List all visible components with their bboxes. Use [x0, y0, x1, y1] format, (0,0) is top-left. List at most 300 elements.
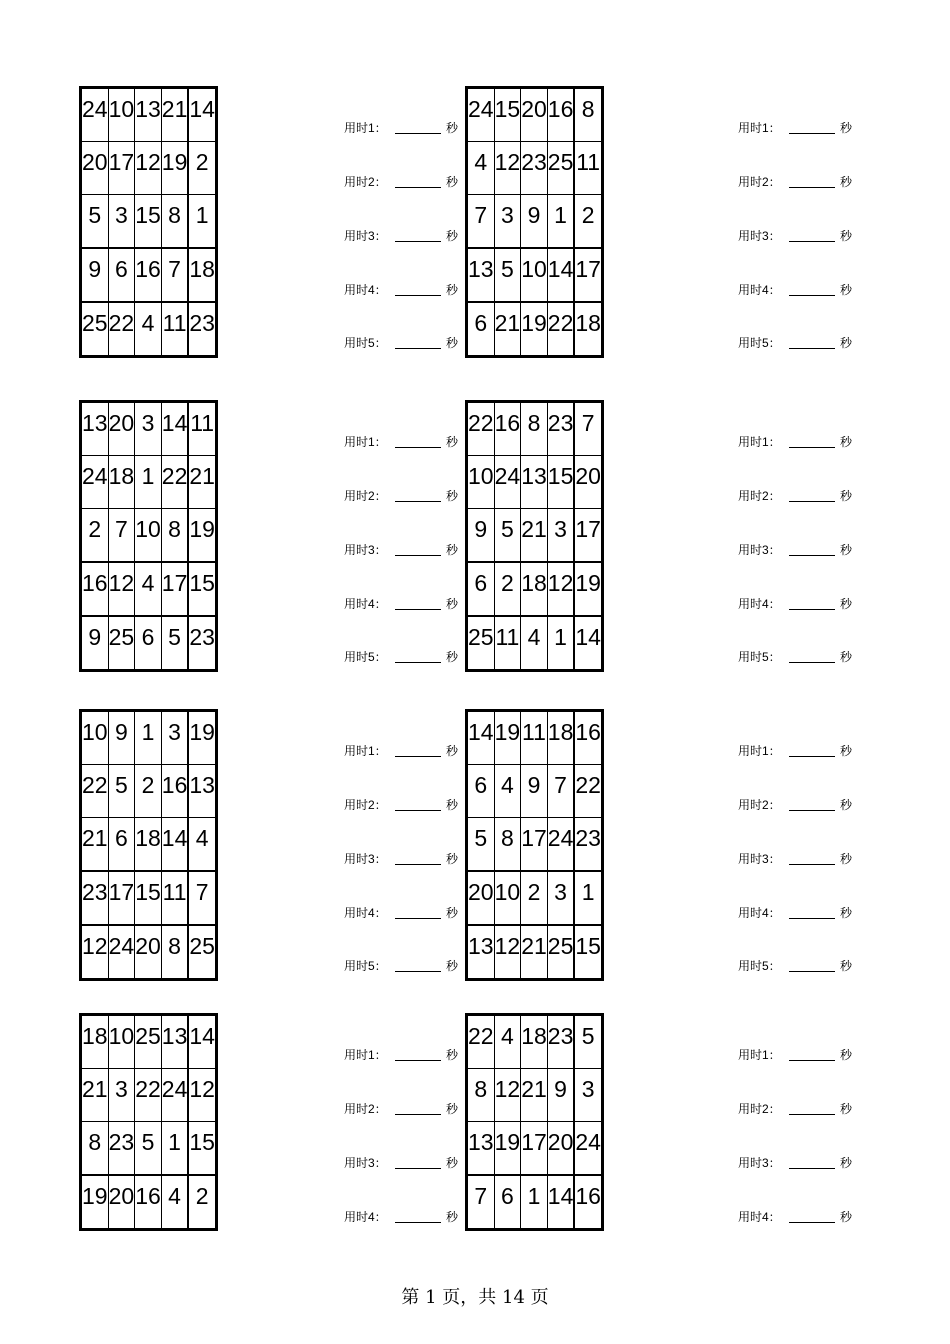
time-unit-label: 秒	[446, 798, 459, 812]
time-unit-label: 秒	[840, 283, 853, 297]
time-blank-line[interactable]	[789, 133, 835, 134]
time-unit-label: 秒	[840, 435, 853, 449]
time-label: 用时4：	[344, 906, 387, 920]
grid-row	[81, 195, 217, 249]
grid-row	[467, 1175, 603, 1230]
time-blank-line[interactable]	[789, 662, 835, 663]
time-label: 用时5：	[344, 959, 387, 973]
time-record-row	[344, 488, 474, 504]
time-record-row	[344, 1209, 474, 1225]
grid-cell: 11	[521, 711, 548, 765]
time-blank-line[interactable]	[789, 918, 835, 919]
grid-cell: 5	[135, 1122, 162, 1176]
grid-row	[467, 562, 603, 616]
grid-row	[467, 88, 603, 142]
time-unit-label: 秒	[840, 798, 853, 812]
time-unit-label: 秒	[446, 283, 459, 297]
time-record-row	[344, 120, 474, 136]
grid-cell: 12	[494, 142, 521, 195]
time-label: 用时1：	[738, 1048, 781, 1062]
grid-cell: 7	[574, 402, 602, 456]
grid-row	[81, 562, 217, 616]
time-unit-label: 秒	[446, 1210, 459, 1224]
grid-cell: 3	[161, 711, 188, 765]
grid-cell: 1	[547, 195, 574, 249]
time-record-row	[344, 905, 474, 921]
time-blank-line[interactable]	[395, 1222, 441, 1223]
grid-row	[81, 509, 217, 563]
grid-cell: 10	[81, 711, 109, 765]
grid-row	[81, 88, 217, 142]
grid-cell: 12	[108, 562, 135, 616]
grid-cell: 19	[574, 562, 602, 616]
time-record-row	[344, 596, 474, 612]
grid-cell: 21	[494, 302, 521, 357]
grid-cell: 23	[188, 616, 216, 671]
time-blank-line[interactable]	[395, 756, 441, 757]
time-blank-line[interactable]	[789, 187, 835, 188]
time-label: 用时3：	[344, 1156, 387, 1170]
grid-cell: 13	[467, 1122, 495, 1176]
grid-row	[81, 1175, 217, 1230]
time-label: 用时2：	[738, 489, 781, 503]
grid-cell: 9	[81, 248, 109, 302]
time-blank-line[interactable]	[789, 864, 835, 865]
grid-row	[467, 711, 603, 765]
grid-row	[81, 1069, 217, 1122]
time-blank-line[interactable]	[395, 1060, 441, 1061]
grid-cell: 7	[547, 765, 574, 818]
grid-cell: 18	[521, 562, 548, 616]
time-blank-line[interactable]	[395, 241, 441, 242]
grid-cell: 25	[547, 142, 574, 195]
grid-cell: 20	[108, 402, 135, 456]
grid-cell: 5	[574, 1015, 602, 1069]
time-label: 用时5：	[344, 336, 387, 350]
grid-cell: 24	[547, 818, 574, 872]
grid-cell: 21	[521, 925, 548, 980]
grid-cell: 17	[161, 562, 188, 616]
grid-cell: 19	[188, 509, 216, 563]
grid-cell: 22	[467, 1015, 495, 1069]
grid-cell: 3	[135, 402, 162, 456]
grid-cell: 6	[135, 616, 162, 671]
time-blank-line[interactable]	[789, 1168, 835, 1169]
grid-row	[467, 248, 603, 302]
grid-cell: 7	[108, 509, 135, 563]
grid-cell: 12	[81, 925, 109, 980]
grid-cell: 6	[108, 248, 135, 302]
time-record-row	[344, 282, 474, 298]
time-record-row	[738, 120, 868, 136]
grid-cell: 20	[81, 142, 109, 195]
grid-cell: 20	[521, 88, 548, 142]
time-record-row	[344, 797, 474, 813]
time-record-row	[738, 542, 868, 558]
time-label: 用时1：	[738, 121, 781, 135]
grid-cell: 17	[108, 871, 135, 925]
grid-cell: 17	[574, 509, 602, 563]
time-blank-line[interactable]	[395, 1168, 441, 1169]
time-blank-line[interactable]	[789, 971, 835, 972]
grid-cell: 21	[521, 1069, 548, 1122]
grid-cell: 13	[135, 88, 162, 142]
time-unit-label: 秒	[840, 1210, 853, 1224]
grid-cell: 20	[574, 456, 602, 509]
grid-cell: 13	[521, 456, 548, 509]
grid-cell: 15	[188, 562, 216, 616]
grid-cell: 3	[108, 195, 135, 249]
time-unit-label: 秒	[840, 175, 853, 189]
grid-cell: 18	[188, 248, 216, 302]
time-unit-label: 秒	[446, 229, 459, 243]
grid-cell: 12	[547, 562, 574, 616]
time-blank-line[interactable]	[395, 864, 441, 865]
grid-row	[81, 142, 217, 195]
time-unit-label: 秒	[840, 1048, 853, 1062]
grid-cell: 3	[574, 1069, 602, 1122]
time-blank-line[interactable]	[789, 348, 835, 349]
grid-cell: 16	[81, 562, 109, 616]
grid-cell: 10	[521, 248, 548, 302]
grid-cell: 22	[467, 402, 495, 456]
time-blank-line[interactable]	[395, 295, 441, 296]
time-blank-line[interactable]	[395, 609, 441, 610]
grid-cell: 1	[547, 616, 574, 671]
grid-row	[81, 302, 217, 357]
grid-row	[467, 402, 603, 456]
time-unit-label: 秒	[840, 1156, 853, 1170]
time-record-row	[738, 1155, 868, 1171]
grid-cell: 22	[161, 456, 188, 509]
time-blank-line[interactable]	[395, 447, 441, 448]
time-blank-line[interactable]	[789, 1222, 835, 1223]
time-blank-line[interactable]	[789, 447, 835, 448]
grid-cell: 2	[494, 562, 521, 616]
time-unit-label: 秒	[446, 435, 459, 449]
grid-cell: 13	[81, 402, 109, 456]
time-record-row	[738, 649, 868, 665]
time-record-row	[738, 958, 868, 974]
grid-cell: 22	[81, 765, 109, 818]
time-unit-label: 秒	[840, 650, 853, 664]
grid-cell: 1	[521, 1175, 548, 1230]
grid-cell: 7	[467, 195, 495, 249]
time-blank-line[interactable]	[395, 555, 441, 556]
grid-cell: 4	[188, 818, 216, 872]
grid-cell: 16	[574, 1175, 602, 1230]
time-label: 用时5：	[738, 336, 781, 350]
time-record-row	[738, 488, 868, 504]
time-label: 用时3：	[738, 543, 781, 557]
grid-row	[81, 1015, 217, 1069]
grid-cell: 23	[108, 1122, 135, 1176]
grid-cell: 4	[494, 765, 521, 818]
grid-cell: 8	[574, 88, 602, 142]
time-record-row	[738, 1101, 868, 1117]
grid-row	[467, 818, 603, 872]
grid-cell: 4	[521, 616, 548, 671]
grid-cell: 14	[574, 616, 602, 671]
grid-cell: 5	[161, 616, 188, 671]
time-unit-label: 秒	[446, 906, 459, 920]
grid-cell: 3	[547, 871, 574, 925]
time-record-row	[738, 1047, 868, 1063]
time-record-row	[344, 335, 474, 351]
time-blank-line[interactable]	[395, 662, 441, 663]
time-label: 用时4：	[738, 1210, 781, 1224]
grid-cell: 16	[494, 402, 521, 456]
grid-cell: 17	[521, 818, 548, 872]
grid-cell: 23	[547, 402, 574, 456]
grid-cell: 10	[467, 456, 495, 509]
grid-cell: 6	[467, 562, 495, 616]
grid-cell: 18	[135, 818, 162, 872]
time-record-row	[344, 1155, 474, 1171]
time-label: 用时5：	[738, 959, 781, 973]
grid-cell: 20	[135, 925, 162, 980]
grid-cell: 19	[521, 302, 548, 357]
grid-cell: 13	[467, 925, 495, 980]
grid-row	[467, 925, 603, 980]
grid-cell: 22	[135, 1069, 162, 1122]
time-record-row	[738, 335, 868, 351]
grid-row	[467, 302, 603, 357]
grid-cell: 25	[188, 925, 216, 980]
grid-cell: 19	[161, 142, 188, 195]
grid-cell: 2	[135, 765, 162, 818]
grid-cell: 4	[161, 1175, 188, 1230]
grid-cell: 14	[188, 88, 216, 142]
grid-cell: 9	[521, 195, 548, 249]
time-unit-label: 秒	[840, 1102, 853, 1116]
grid-cell: 15	[574, 925, 602, 980]
grid-cell: 2	[574, 195, 602, 249]
grid-cell: 5	[467, 818, 495, 872]
grid-cell: 20	[467, 871, 495, 925]
time-blank-line[interactable]	[395, 810, 441, 811]
grid-cell: 1	[135, 711, 162, 765]
time-record-row	[738, 228, 868, 244]
time-unit-label: 秒	[446, 650, 459, 664]
number-grid	[465, 709, 604, 981]
grid-cell: 9	[521, 765, 548, 818]
grid-cell: 11	[494, 616, 521, 671]
grid-cell: 5	[81, 195, 109, 249]
time-unit-label: 秒	[446, 852, 459, 866]
grid-row	[81, 925, 217, 980]
grid-cell: 19	[81, 1175, 109, 1230]
grid-cell: 9	[81, 616, 109, 671]
time-blank-line[interactable]	[395, 501, 441, 502]
grid-cell: 3	[108, 1069, 135, 1122]
time-label: 用时5：	[344, 650, 387, 664]
time-record-row	[344, 851, 474, 867]
grid-cell: 3	[547, 509, 574, 563]
grid-cell: 21	[81, 818, 109, 872]
time-unit-label: 秒	[446, 543, 459, 557]
grid-row	[81, 711, 217, 765]
grid-cell: 21	[161, 88, 188, 142]
grid-cell: 23	[81, 871, 109, 925]
time-unit-label: 秒	[840, 121, 853, 135]
time-blank-line[interactable]	[789, 609, 835, 610]
time-unit-label: 秒	[840, 959, 853, 973]
grid-cell: 24	[494, 456, 521, 509]
grid-row	[467, 616, 603, 671]
time-record-row	[344, 174, 474, 190]
grid-cell: 4	[494, 1015, 521, 1069]
grid-cell: 15	[135, 195, 162, 249]
time-record-row	[738, 596, 868, 612]
time-blank-line[interactable]	[395, 971, 441, 972]
time-blank-line[interactable]	[395, 1114, 441, 1115]
time-blank-line[interactable]	[395, 918, 441, 919]
grid-row	[467, 1122, 603, 1176]
grid-cell: 17	[574, 248, 602, 302]
number-grid	[79, 709, 218, 981]
time-unit-label: 秒	[840, 336, 853, 350]
time-label: 用时1：	[344, 1048, 387, 1062]
number-grid	[79, 1013, 218, 1231]
grid-row	[467, 195, 603, 249]
grid-cell: 20	[108, 1175, 135, 1230]
time-blank-line[interactable]	[789, 501, 835, 502]
grid-cell: 5	[494, 248, 521, 302]
time-unit-label: 秒	[446, 121, 459, 135]
time-label: 用时2：	[738, 798, 781, 812]
time-record-row	[738, 1209, 868, 1225]
time-label: 用时2：	[344, 175, 387, 189]
time-record-row	[738, 282, 868, 298]
grid-cell: 25	[108, 616, 135, 671]
grid-row	[467, 509, 603, 563]
grid-row	[81, 1122, 217, 1176]
grid-cell: 10	[108, 88, 135, 142]
grid-row	[81, 248, 217, 302]
time-label: 用时1：	[738, 435, 781, 449]
grid-cell: 11	[574, 142, 602, 195]
time-blank-line[interactable]	[789, 1114, 835, 1115]
grid-row	[467, 765, 603, 818]
page-footer: 第 1 页，共 14 页	[401, 1287, 549, 1308]
grid-cell: 8	[467, 1069, 495, 1122]
time-record-row	[738, 174, 868, 190]
grid-cell: 8	[161, 509, 188, 563]
grid-cell: 2	[188, 1175, 216, 1230]
time-unit-label: 秒	[446, 1156, 459, 1170]
time-record-row	[738, 905, 868, 921]
time-unit-label: 秒	[446, 744, 459, 758]
grid-cell: 8	[161, 925, 188, 980]
time-unit-label: 秒	[446, 1102, 459, 1116]
number-grid	[465, 400, 604, 672]
time-blank-line[interactable]	[789, 810, 835, 811]
grid-cell: 14	[161, 402, 188, 456]
time-label: 用时3：	[738, 229, 781, 243]
grid-cell: 17	[108, 142, 135, 195]
grid-cell: 23	[188, 302, 216, 357]
grid-cell: 2	[81, 509, 109, 563]
grid-cell: 2	[188, 142, 216, 195]
time-unit-label: 秒	[840, 229, 853, 243]
grid-row	[81, 616, 217, 671]
grid-cell: 7	[161, 248, 188, 302]
time-blank-line[interactable]	[789, 241, 835, 242]
grid-cell: 12	[494, 1069, 521, 1122]
grid-row	[81, 765, 217, 818]
time-record-row	[344, 649, 474, 665]
grid-cell: 10	[494, 871, 521, 925]
time-label: 用时1：	[344, 435, 387, 449]
grid-cell: 6	[467, 302, 495, 357]
grid-cell: 16	[547, 88, 574, 142]
time-record-row	[344, 1047, 474, 1063]
grid-cell: 21	[188, 456, 216, 509]
grid-cell: 10	[108, 1015, 135, 1069]
time-label: 用时2：	[738, 1102, 781, 1116]
time-blank-line[interactable]	[789, 555, 835, 556]
time-blank-line[interactable]	[789, 295, 835, 296]
grid-cell: 12	[135, 142, 162, 195]
time-blank-line[interactable]	[395, 133, 441, 134]
grid-cell: 1	[161, 1122, 188, 1176]
time-unit-label: 秒	[840, 543, 853, 557]
time-label: 用时4：	[344, 283, 387, 297]
grid-cell: 16	[161, 765, 188, 818]
grid-cell: 9	[467, 509, 495, 563]
grid-cell: 15	[547, 456, 574, 509]
grid-cell: 22	[547, 302, 574, 357]
grid-cell: 25	[135, 1015, 162, 1069]
time-unit-label: 秒	[446, 336, 459, 350]
time-label: 用时4：	[738, 283, 781, 297]
grid-cell: 16	[135, 1175, 162, 1230]
time-label: 用时1：	[344, 121, 387, 135]
grid-cell: 19	[494, 711, 521, 765]
grid-cell: 7	[188, 871, 216, 925]
time-blank-line[interactable]	[789, 756, 835, 757]
time-blank-line[interactable]	[395, 348, 441, 349]
grid-cell: 11	[161, 302, 188, 357]
time-blank-line[interactable]	[789, 1060, 835, 1061]
grid-row	[467, 871, 603, 925]
number-grid	[79, 400, 218, 672]
grid-cell: 4	[135, 302, 162, 357]
time-unit-label: 秒	[446, 175, 459, 189]
time-unit-label: 秒	[446, 489, 459, 503]
grid-cell: 9	[547, 1069, 574, 1122]
time-unit-label: 秒	[446, 959, 459, 973]
time-label: 用时4：	[738, 597, 781, 611]
time-record-row	[344, 542, 474, 558]
grid-row	[81, 818, 217, 872]
grid-cell: 14	[188, 1015, 216, 1069]
time-unit-label: 秒	[840, 852, 853, 866]
grid-row	[467, 1069, 603, 1122]
grid-cell: 15	[494, 88, 521, 142]
grid-cell: 24	[574, 1122, 602, 1176]
time-label: 用时3：	[344, 229, 387, 243]
time-label: 用时3：	[738, 1156, 781, 1170]
grid-cell: 23	[547, 1015, 574, 1069]
grid-cell: 25	[547, 925, 574, 980]
grid-cell: 12	[188, 1069, 216, 1122]
grid-cell: 21	[81, 1069, 109, 1122]
time-blank-line[interactable]	[395, 187, 441, 188]
time-label: 用时1：	[738, 744, 781, 758]
grid-cell: 19	[494, 1122, 521, 1176]
